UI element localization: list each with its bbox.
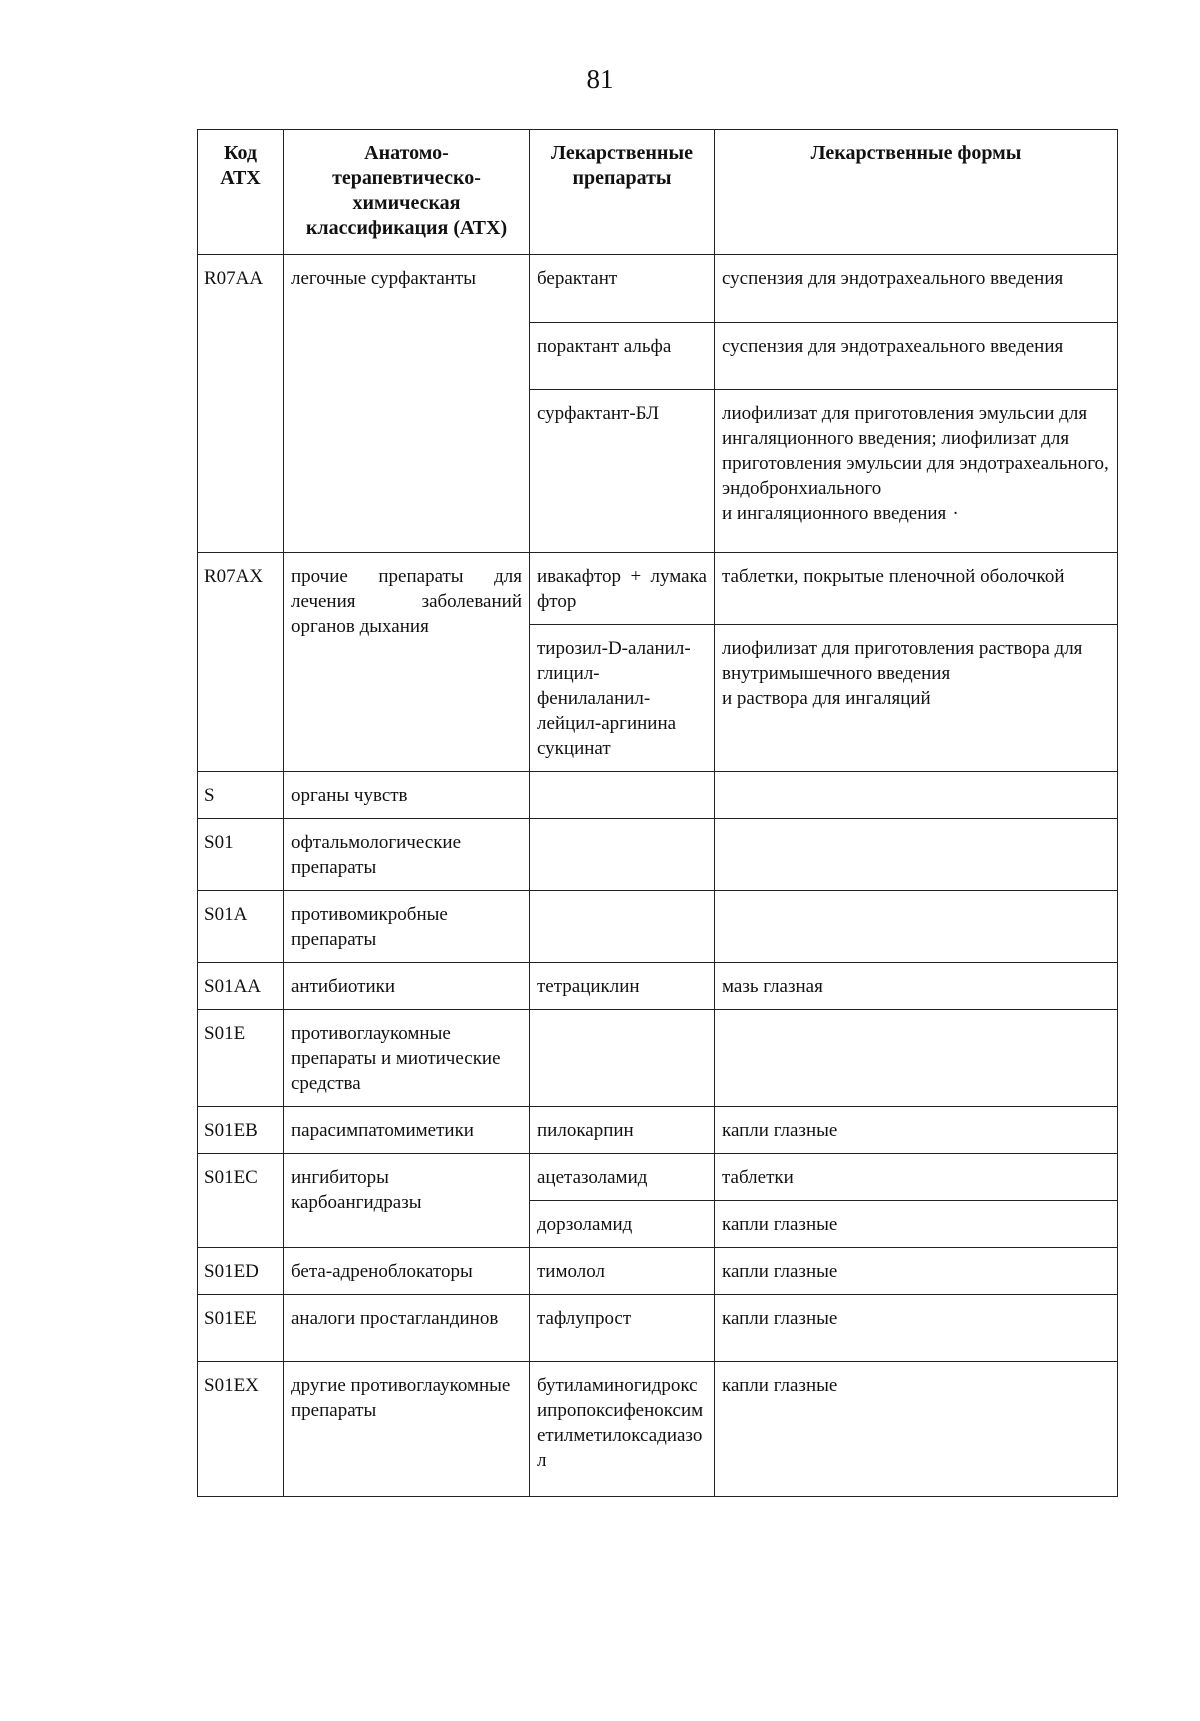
drug-form-cell <box>715 1107 1118 1154</box>
drug-form-text: капли глазные <box>722 1261 838 1282</box>
table-row <box>198 1362 1118 1497</box>
drug-name-cell <box>530 772 715 819</box>
header-atx-code: Код АТХ <box>198 130 284 255</box>
table-row <box>198 819 1118 891</box>
drug-form-text: лиофилизат для приготовления раствора для внутримышечного введения и раствора для ингаляций <box>722 638 1083 709</box>
atx-code-cell: S01EE <box>198 1295 284 1362</box>
classification-cell: противоглаукомные препараты и миотические средства <box>284 1010 530 1107</box>
classification-cell: противомикробные препараты <box>284 891 530 963</box>
drug-form-text: мазь глазная <box>722 976 823 997</box>
drug-form-text: капли глазные <box>722 1375 838 1396</box>
drug-form-cell <box>715 625 1118 772</box>
atx-code-cell: S01AA <box>198 963 284 1010</box>
drug-name-cell: порактант альфа <box>530 323 715 390</box>
classification-cell: прочие препараты для лечения заболеваний органов дыхания <box>284 553 530 772</box>
drug-form-cell <box>715 323 1118 390</box>
table-row <box>198 553 1118 625</box>
table-row <box>198 891 1118 963</box>
atx-classification-table <box>197 129 1118 1497</box>
drug-name-cell: тетрациклин <box>530 963 715 1010</box>
drug-name-cell: бутиламиногидроксипропоксифеноксиметилметилоксадиазол <box>530 1362 715 1497</box>
drug-form-cell <box>715 1295 1118 1362</box>
classification-cell: антибиотики <box>284 963 530 1010</box>
table-row <box>198 255 1118 323</box>
drug-name-cell: пилокарпин <box>530 1107 715 1154</box>
drug-form-cell <box>715 1010 1118 1107</box>
classification-cell: парасимпатомиметики <box>284 1107 530 1154</box>
drug-name-cell: дорзоламид <box>530 1201 715 1248</box>
drug-form-text: суспензия для эндотрахеального введения <box>722 336 1064 357</box>
header-forms: Лекарственные формы <box>715 130 1118 255</box>
drug-form-cell <box>715 891 1118 963</box>
drug-form-cell <box>715 1154 1118 1201</box>
atx-code-cell: R07AX <box>198 553 284 772</box>
classification-cell: аналоги простагландинов <box>284 1295 530 1362</box>
drug-form-cell <box>715 553 1118 625</box>
drug-form-text: капли глазные <box>722 1214 838 1235</box>
drug-name-cell: тирозил-D-аланил-глицил-фенилаланил-лейцил-аргинина сукцинат <box>530 625 715 772</box>
drug-form-cell <box>715 772 1118 819</box>
drug-name-cell <box>530 891 715 963</box>
table-body <box>198 255 1118 1497</box>
table-row <box>198 1010 1118 1107</box>
classification-cell: бета-адреноблокаторы <box>284 1248 530 1295</box>
atx-code-cell: S01EX <box>198 1362 284 1497</box>
header-classification: Анатомо-терапевтическо-химическая классификация (АТХ) <box>284 130 530 255</box>
drug-form-text: суспензия для эндотрахеального введения <box>722 268 1064 289</box>
drug-form-cell <box>715 963 1118 1010</box>
page-number: 81 <box>586 64 614 94</box>
drug-name-cell <box>530 819 715 891</box>
drug-name-cell: тафлупрост <box>530 1295 715 1362</box>
atx-code-cell: R07AA <box>198 255 284 553</box>
drug-name-cell: ивакафтор + лумакафтор <box>530 553 715 625</box>
table-row <box>198 1154 1118 1201</box>
classification-cell: органы чувств <box>284 772 530 819</box>
drug-form-text: таблетки <box>722 1167 794 1188</box>
drug-name-cell: сурфактант-БЛ <box>530 390 715 553</box>
table-row <box>198 772 1118 819</box>
atx-code-cell: S01E <box>198 1010 284 1107</box>
drug-form-cell <box>715 1201 1118 1248</box>
header-drugs: Лекарственные препараты <box>530 130 715 255</box>
drug-name-cell: ацетазоламид <box>530 1154 715 1201</box>
table-row <box>198 1295 1118 1362</box>
table-row <box>198 963 1118 1010</box>
classification-cell: легочные сурфактанты <box>284 255 530 553</box>
drug-form-text: капли глазные <box>722 1120 838 1141</box>
drug-name-cell: тимолол <box>530 1248 715 1295</box>
drug-form-text: лиофилизат для приготовления эмульсии для ингаляционного введения; лиофилизат для приготовления эмульсии для эндотрахеального, эндобронхиального и ингаляционного введения <box>722 403 1109 524</box>
atx-code-cell: S01A <box>198 891 284 963</box>
atx-code-cell: S01EB <box>198 1107 284 1154</box>
drug-form-cell <box>715 1362 1118 1497</box>
table-row <box>198 1248 1118 1295</box>
drug-form-text: капли глазные <box>722 1308 838 1329</box>
atx-code-cell: S01 <box>198 819 284 891</box>
classification-cell: офтальмологические препараты <box>284 819 530 891</box>
stray-mark: · <box>952 503 959 524</box>
drug-form-cell <box>715 819 1118 891</box>
table-row <box>198 1107 1118 1154</box>
drug-form-cell <box>715 255 1118 323</box>
table-header-row <box>198 130 1118 255</box>
atx-code-cell: S <box>198 772 284 819</box>
drug-form-text: таблетки, покрытые пленочной оболочкой <box>722 566 1065 587</box>
atx-code-cell: S01EC <box>198 1154 284 1248</box>
drug-form-cell <box>715 1248 1118 1295</box>
drug-form-cell <box>715 390 1118 553</box>
atx-code-cell: S01ED <box>198 1248 284 1295</box>
drug-name-cell: берактант <box>530 255 715 323</box>
classification-cell: ингибиторы карбоангидразы <box>284 1154 530 1248</box>
drug-name-cell <box>530 1010 715 1107</box>
classification-cell: другие противоглаукомные препараты <box>284 1362 530 1497</box>
